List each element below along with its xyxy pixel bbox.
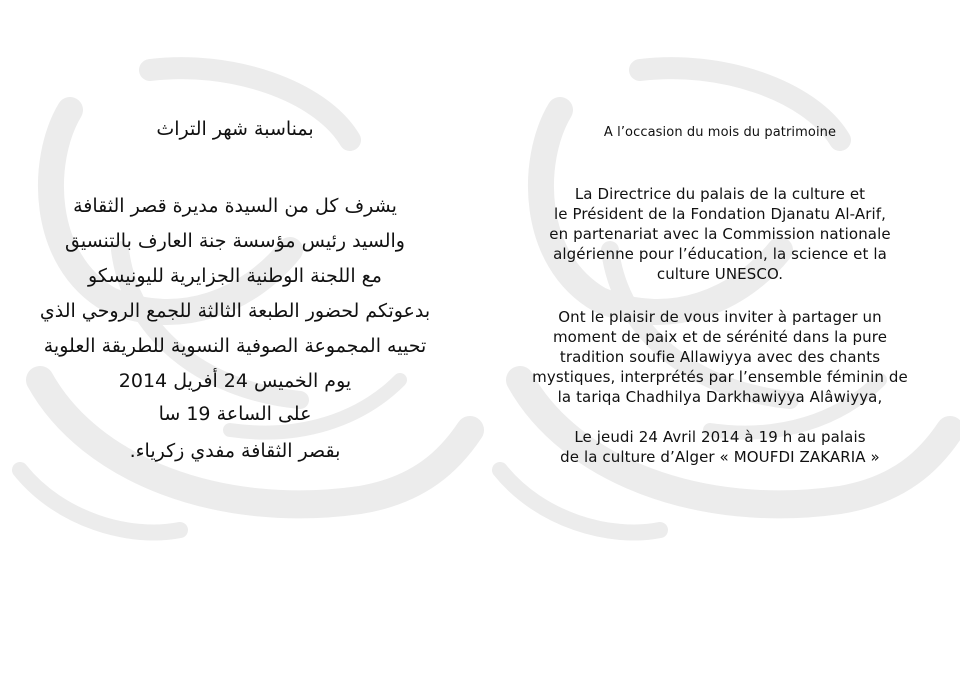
french-heading: A l’occasion du mois du patrimoine	[603, 125, 837, 140]
french-line: mystiques, interprétés par l’ensemble féminin de	[532, 368, 908, 386]
french-line: Le jeudi 24 Avril 2014 à 19 h au palais	[574, 428, 866, 446]
arabic-line: يشرف كل من السيدة مديرة قصر الثقافة	[73, 195, 397, 217]
french-line: culture UNESCO.	[656, 265, 784, 283]
french-line: algérienne pour l’éducation, la science et la	[553, 245, 887, 263]
arabic-line: يوم الخميس 24 أفريل 2014	[118, 370, 352, 392]
arabic-line: بدعوتكم لحضور الطبعة الثالثة للجمع الروحي الذي	[39, 300, 431, 322]
french-line: moment de paix et de sérénité dans la pure	[552, 328, 888, 346]
arabic-line: بقصر الثقافة مفدي زكرياء.	[129, 440, 341, 462]
arabic-line: على الساعة 19 سا	[158, 403, 312, 425]
french-line: La Directrice du palais de la culture et	[574, 185, 866, 203]
arabic-line: والسيد رئيس مؤسسة جنة العارف بالتنسيق	[65, 230, 405, 252]
french-line: la tariqa Chadhilya Darkhawiyya Alâwiyya,	[557, 388, 883, 406]
french-invitation	[480, 0, 960, 678]
french-line: Ont le plaisir de vous inviter à partager un	[558, 308, 882, 326]
arabic-heading: بمناسبة شهر التراث	[156, 118, 314, 140]
arabic-line: تحييه المجموعة الصوفية النسوية للطريقة العلوية	[43, 335, 427, 357]
french-line: tradition soufie Allawiyya avec des chants	[559, 348, 881, 366]
arabic-line: مع اللجنة الوطنية الجزايرية لليونيسكو	[88, 265, 382, 287]
french-line: le Président de la Fondation Djanatu Al-Arif,	[554, 205, 886, 223]
french-line: en partenariat avec la Commission nationale	[549, 225, 891, 243]
french-line: de la culture d’Alger « MOUFDI ZAKARIA »	[560, 448, 880, 466]
